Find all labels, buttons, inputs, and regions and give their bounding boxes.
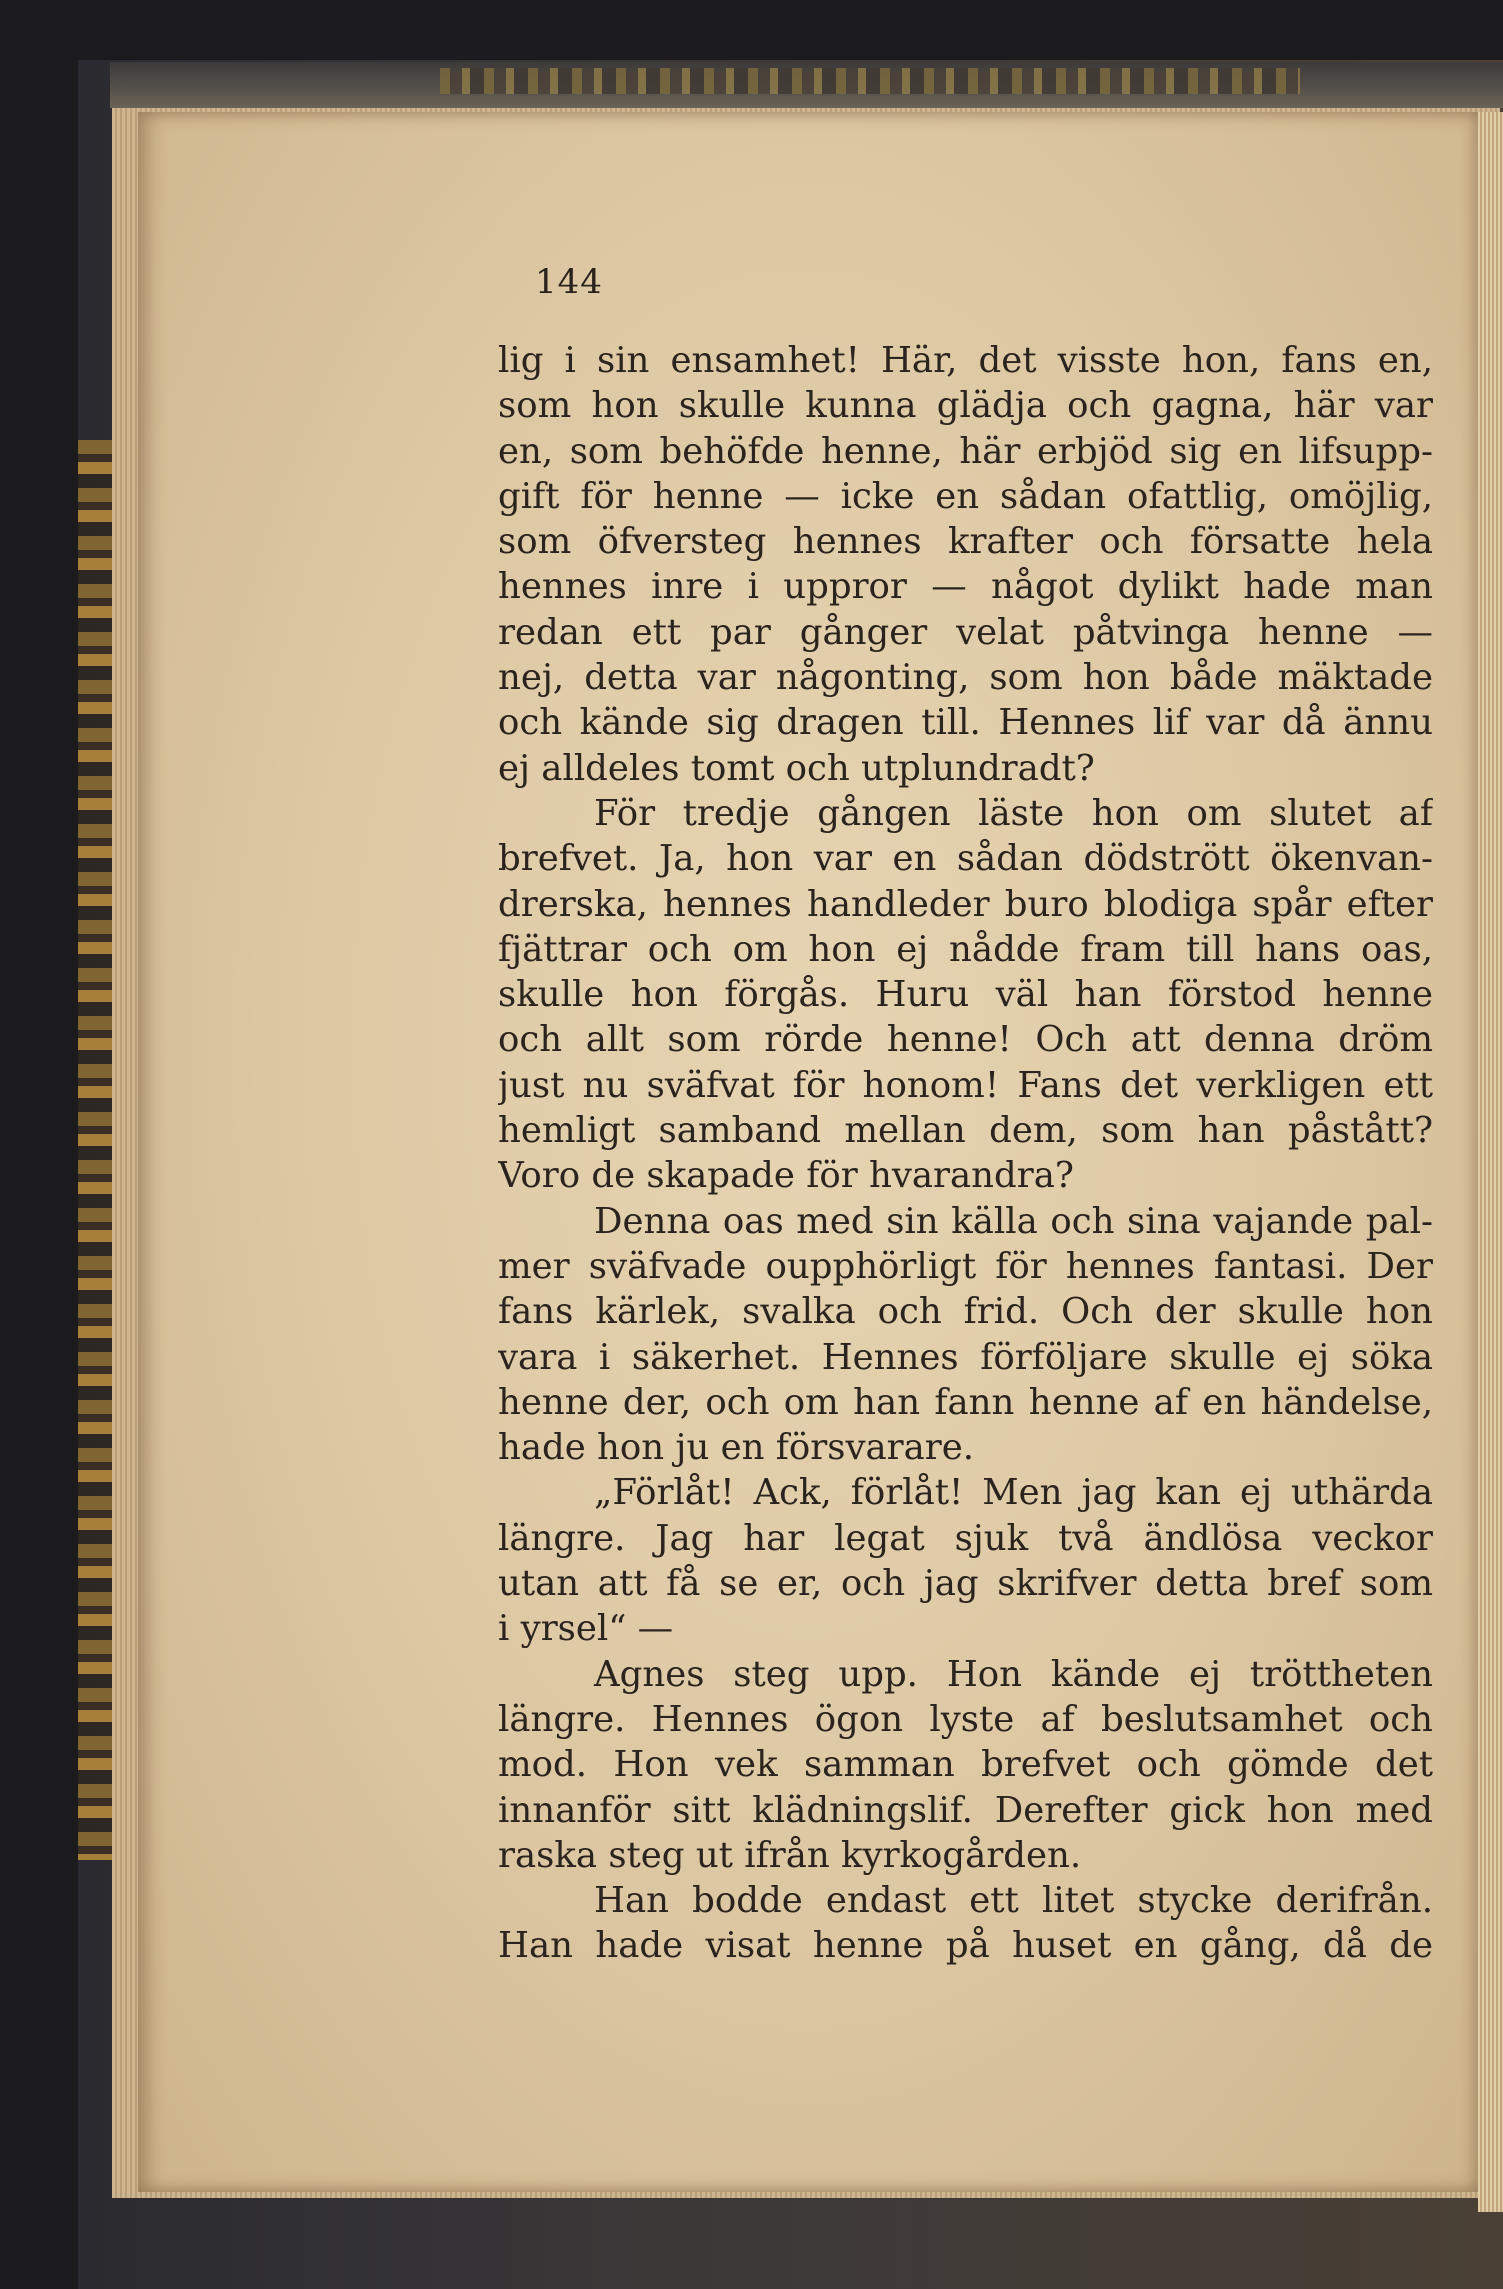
text-line: utan att få se er, och jag skrifver detta bref som <box>498 1563 1433 1605</box>
text-line: mer sväfvade oupphörligt för hennes fantasi. Der <box>498 1245 1433 1287</box>
text-line: lig i sin ensamhet! Här, det visste hon, fans en, <box>498 340 1433 381</box>
text-line: en, som behöfde henne, här erbjöd sig en lifsupp- <box>498 430 1433 472</box>
text-line: och allt som rörde henne! Och att denna dröm <box>498 1019 1433 1061</box>
text-line: redan ett par gånger velat påtvinga henne — <box>498 611 1433 653</box>
text-line: nej, detta var någonting, som hon både mäktade <box>498 657 1433 699</box>
text-line: hemligt samband mellan dem, som han påstått? <box>498 1110 1433 1152</box>
text-line: hennes inre i uppror — något dylikt hade man <box>498 566 1433 608</box>
page-edges <box>1478 112 1503 2212</box>
text-line: gift för henne — icke en sådan ofattlig, omöjlig, <box>498 475 1433 517</box>
text-line: Han hade visat henne på huset en gång, då de <box>498 1925 1433 1967</box>
text-line: drerska, hennes handleder buro blodiga spår efter <box>498 883 1433 925</box>
text-line: „Förlåt! Ack, förlåt! Men jag kan ej uthärda <box>594 1472 1433 1514</box>
text-line: Han bodde endast ett litet stycke derifrån. <box>594 1880 1433 1922</box>
text-line: och kände sig dragen till. Hennes lif var då ännu <box>498 702 1433 744</box>
text-line: Denna oas med sin källa och sina vajande pal- <box>594 1200 1433 1242</box>
text-line: vara i säkerhet. Hennes förföljare skulle ej söka <box>498 1336 1433 1378</box>
text-line: Agnes steg upp. Hon kände ej tröttheten <box>594 1653 1433 1695</box>
text-line: längre. Hennes ögon lyste af beslutsamhet och <box>498 1698 1433 1740</box>
text-line: hade hon ju en försvarare. <box>498 1427 975 1469</box>
cover-decoration <box>78 440 112 1860</box>
page-number: 144 <box>535 262 603 302</box>
text-line: henne der, och om han fann henne af en händelse, <box>498 1381 1433 1423</box>
text-line: ej alldeles tomt och utplundradt? <box>498 747 1095 789</box>
text-line: längre. Jag har legat sjuk två ändlösa veckor <box>498 1517 1433 1559</box>
text-line: fans kärlek, svalka och frid. Och der skulle hon <box>498 1291 1433 1333</box>
text-line: För tredje gången läste hon om slutet af <box>594 792 1433 834</box>
text-line: just nu sväfvat för honom! Fans det verkligen ett <box>498 1064 1433 1106</box>
text-line: raska steg ut ifrån kyrkogården. <box>498 1834 1082 1876</box>
text-line: skulle hon förgås. Huru väl han förstod henne <box>498 974 1433 1016</box>
text-line: i yrsel“ — <box>498 1608 674 1650</box>
text-line: innanför sitt klädningslif. Derefter gick hon med <box>498 1789 1433 1831</box>
body-text <box>498 338 1433 1969</box>
text-line: Voro de skapade för hvarandra? <box>498 1155 1074 1197</box>
text-line: som öfversteg hennes krafter och försatte hela <box>498 521 1433 563</box>
top-cover-band <box>110 62 1503 108</box>
text-line: mod. Hon vek samman brefvet och gömde det <box>498 1744 1433 1786</box>
text-line: fjättrar och om hon ej nådde fram till hans oas, <box>498 928 1433 970</box>
text-line: brefvet. Ja, hon var en sådan dödstrött ökenvan- <box>498 838 1433 880</box>
gilt-ornament <box>440 68 1300 94</box>
text-line: som hon skulle kunna glädja och gagna, här var <box>498 385 1433 427</box>
